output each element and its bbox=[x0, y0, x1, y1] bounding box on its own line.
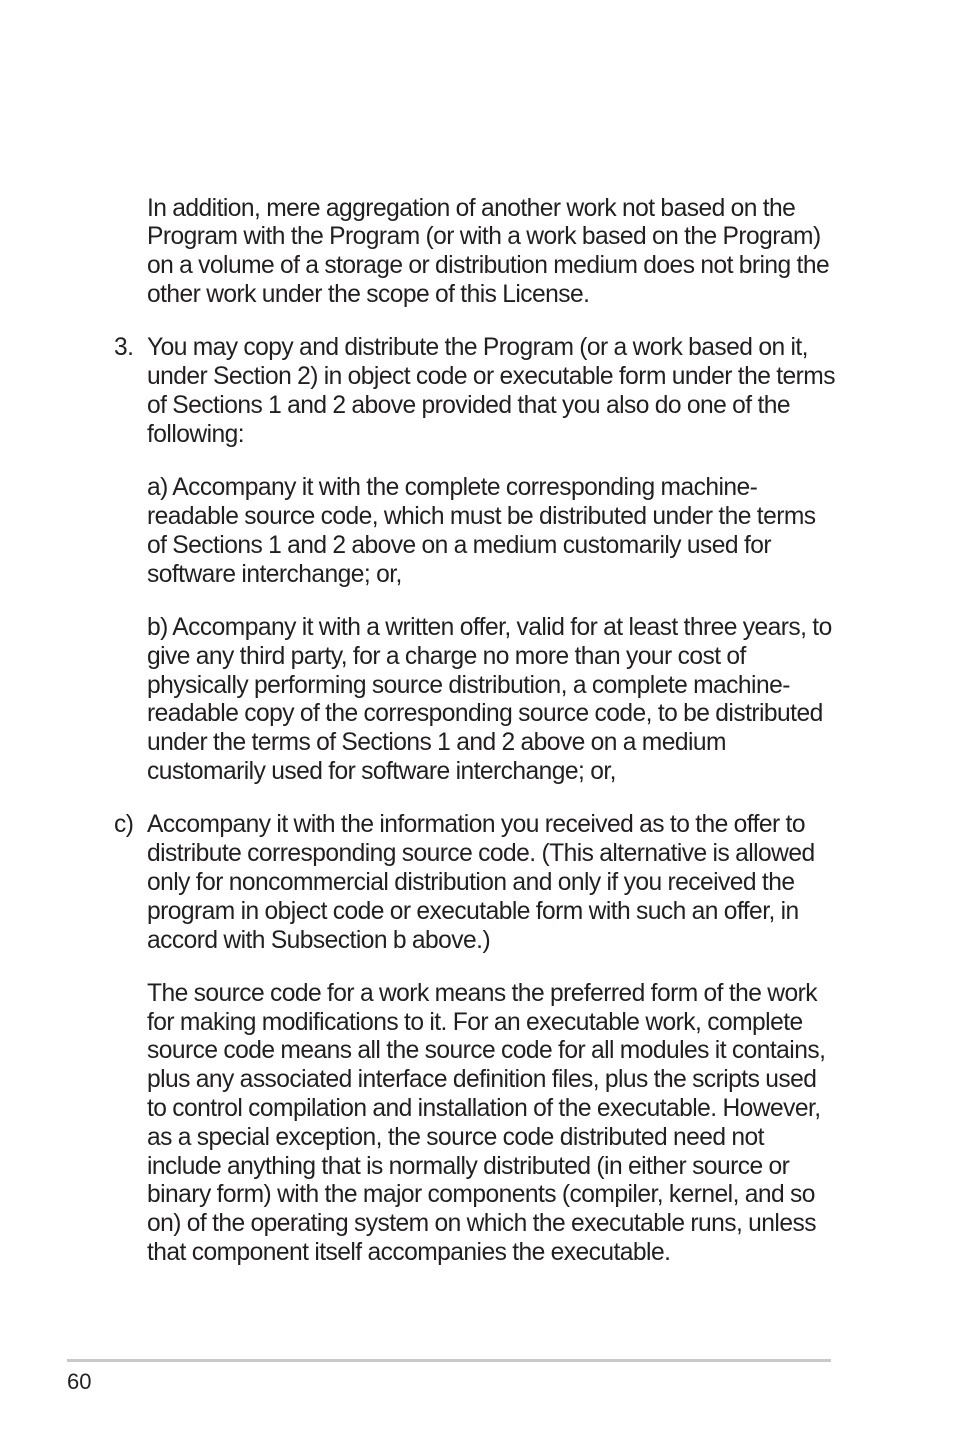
paragraph-option-b bbox=[147, 614, 837, 787]
list-marker: c) bbox=[114, 811, 134, 839]
list-item-3 bbox=[114, 334, 837, 449]
paragraph-text: The source code for a work means the preferred form of the work for making modifications to it. For an executable work, complete source code means all the source code for all modules it contains, plus any associated interface definition files, plus the scripts used to control compilation and installation of the executable. However, as a special exception, the source code distributed need not include anything that is normally distributed (in either source or binary form) with the major components (compiler, kernel, and so on) of the operating system on which the executable runs, unless that component itself accompanies the executable. bbox=[147, 979, 826, 1267]
page-number: 60 bbox=[67, 1369, 92, 1394]
paragraph-option-a bbox=[147, 474, 837, 589]
list-marker: 3. bbox=[114, 334, 134, 362]
list-item-c bbox=[114, 811, 837, 955]
footer-divider bbox=[67, 1359, 831, 1362]
list-item-text: You may copy and distribute the Program (or a work based on it, under Section 2) in object code or executable form under the terms of Sections 1 and 2 above provided that you also do one of the following: bbox=[147, 334, 835, 448]
paragraph-text: a) Accompany it with the complete corresponding machine-readable source code, which must be distributed under the terms of Sections 1 and 2 above on a medium customarily used for software interchange; or, bbox=[147, 474, 816, 588]
paragraph-text: In addition, mere aggregation of another work not based on the Program with the Program (or with a work based on the Program) on a volume of a storage or distribution medium does not bring the other work under the scope of this License. bbox=[147, 194, 830, 308]
paragraph-aggregation bbox=[147, 195, 837, 310]
document-body bbox=[0, 170, 954, 1282]
paragraph-text: b) Accompany it with a written offer, valid for at least three years, to give any third party, for a charge no more than your cost of physically performing source distribution, a complete machine-readable copy of the corresponding source code, to be distributed under the terms of Sections 1 and 2 above on a medium customarily used for software interchange; or, bbox=[147, 613, 832, 785]
list-item-text: Accompany it with the information you received as to the offer to distribute corresponding source code. (This alternative is allowed only for noncommercial distribution and only if you received the program in object code or executable form with such an offer, in accord with Subsection b above.) bbox=[147, 811, 815, 954]
paragraph-source-code-definition bbox=[147, 980, 837, 1268]
